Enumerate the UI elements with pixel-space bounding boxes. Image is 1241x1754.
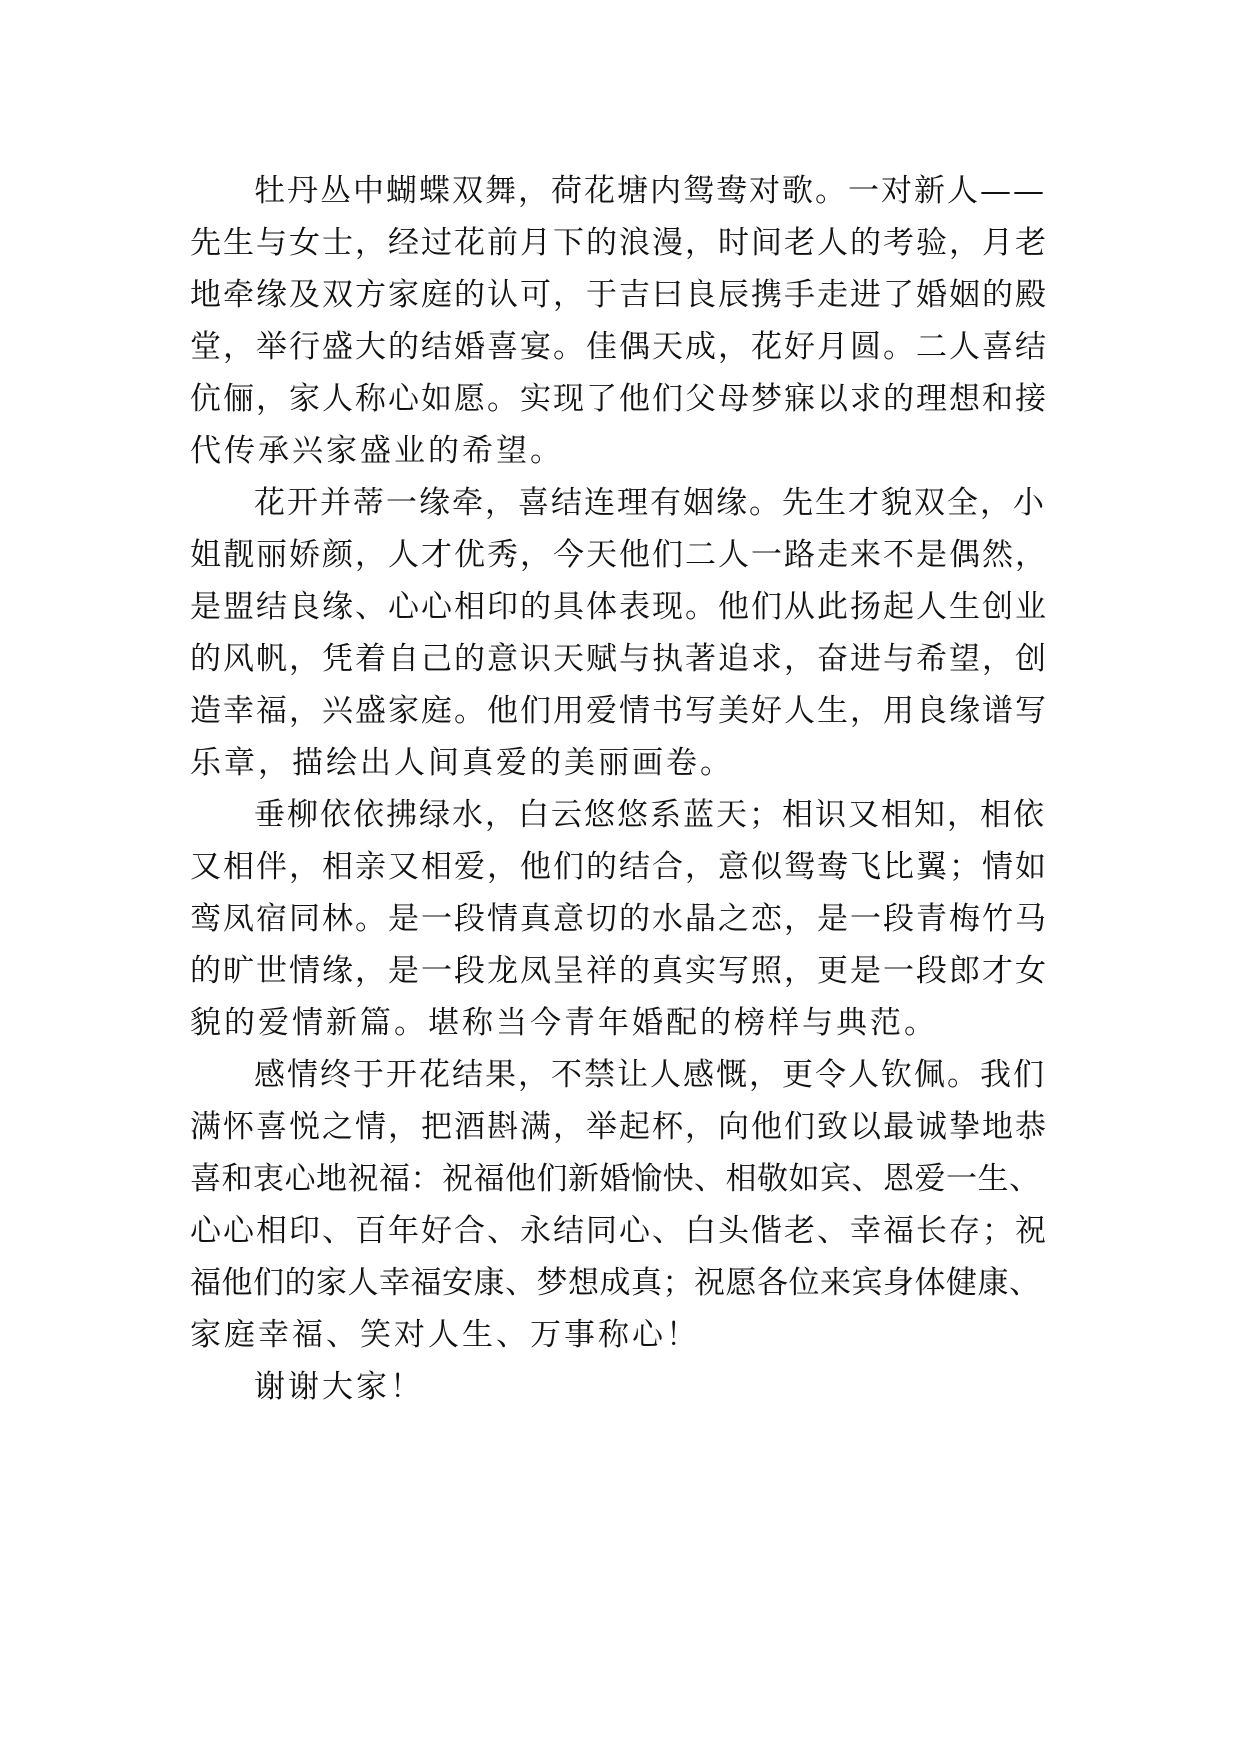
paragraph-1-line-6: 代传承兴家盛业的希望。 [190,433,564,469]
paragraph-4-line-6: 家庭幸福、笑对人生、万事称心！ [190,1317,700,1353]
paragraph-2-line-5: 造幸福，兴盛家庭。他们用爱情书写美好人生，用良缘谱写 [190,693,1048,729]
paragraph-2-line-2: 姐靓丽娇颜，人才优秀，今天他们二人一路走来不是偶然， [190,537,1048,573]
paragraph-3-line-3: 鸾凤宿同林。是一段情真意切的水晶之恋，是一段青梅竹马 [190,901,1048,937]
paragraph-4-line-5: 福他们的家人幸福安康、梦想成真；祝愿各位来宾身体健康、 [190,1265,1041,1301]
paragraph-2-line-3: 是盟结良缘、心心相印的具体表现。他们从此扬起人生创业 [190,589,1048,625]
paragraph-3-line-5: 貌的爱情新篇。堪称当今青年婚配的榜样与典范。 [190,1005,938,1041]
paragraph-4-line-4: 心心相印、百年好合、永结同心、白头偕老、幸福长存；祝 [190,1213,1048,1249]
paragraph-3-line-1: 垂柳依依拂绿水，白云悠悠系蓝天；相识又相知，相依 [254,797,1046,833]
paragraph-1-line-5: 伉俪，家人称心如愿。实现了他们父母梦寐以求的理想和接 [190,381,1048,417]
paragraph-1-line-3: 地牵缘及双方家庭的认可，于吉曰良辰携手走进了婚姻的殿 [190,277,1048,313]
paragraph-1-line-1: 牡丹丛中蝴蝶双舞，荷花塘内鸳鸯对歌。一对新人—— [254,173,1046,209]
paragraph-4-line-3: 喜和衷心地祝福：祝福他们新婚愉快、相敬如宾、恩爱一生、 [190,1161,1041,1197]
paragraph-2-line-1: 花开并蒂一缘牵，喜结连理有姻缘。先生才貌双全，小 [254,485,1046,521]
closing-line: 谢谢大家！ [254,1369,424,1405]
paragraph-1-line-4: 堂，举行盛大的结婚喜宴。佳偶天成，花好月圆。二人喜结 [190,329,1048,365]
paragraph-2-line-6: 乐章，描绘出人间真爱的美丽画卷。 [190,745,734,781]
paragraph-2-line-4: 的风帆，凭着自己的意识天赋与执著追求，奋进与希望，创 [190,641,1048,677]
paragraph-4-line-1: 感情终于开花结果，不禁让人感慨，更令人钦佩。我们 [254,1057,1046,1093]
paragraph-1-line-2: 先生与女士，经过花前月下的浪漫，时间老人的考验，月老 [190,225,1048,261]
paragraph-3-line-4: 的旷世情缘，是一段龙凤呈祥的真实写照，更是一段郎才女 [190,953,1048,989]
paragraph-3-line-2: 又相伴，相亲又相爱，他们的结合，意似鸳鸯飞比翼；情如 [190,849,1048,885]
paragraph-4-line-2: 满怀喜悦之情，把酒斟满，举起杯，向他们致以最诚挚地恭 [190,1109,1048,1145]
